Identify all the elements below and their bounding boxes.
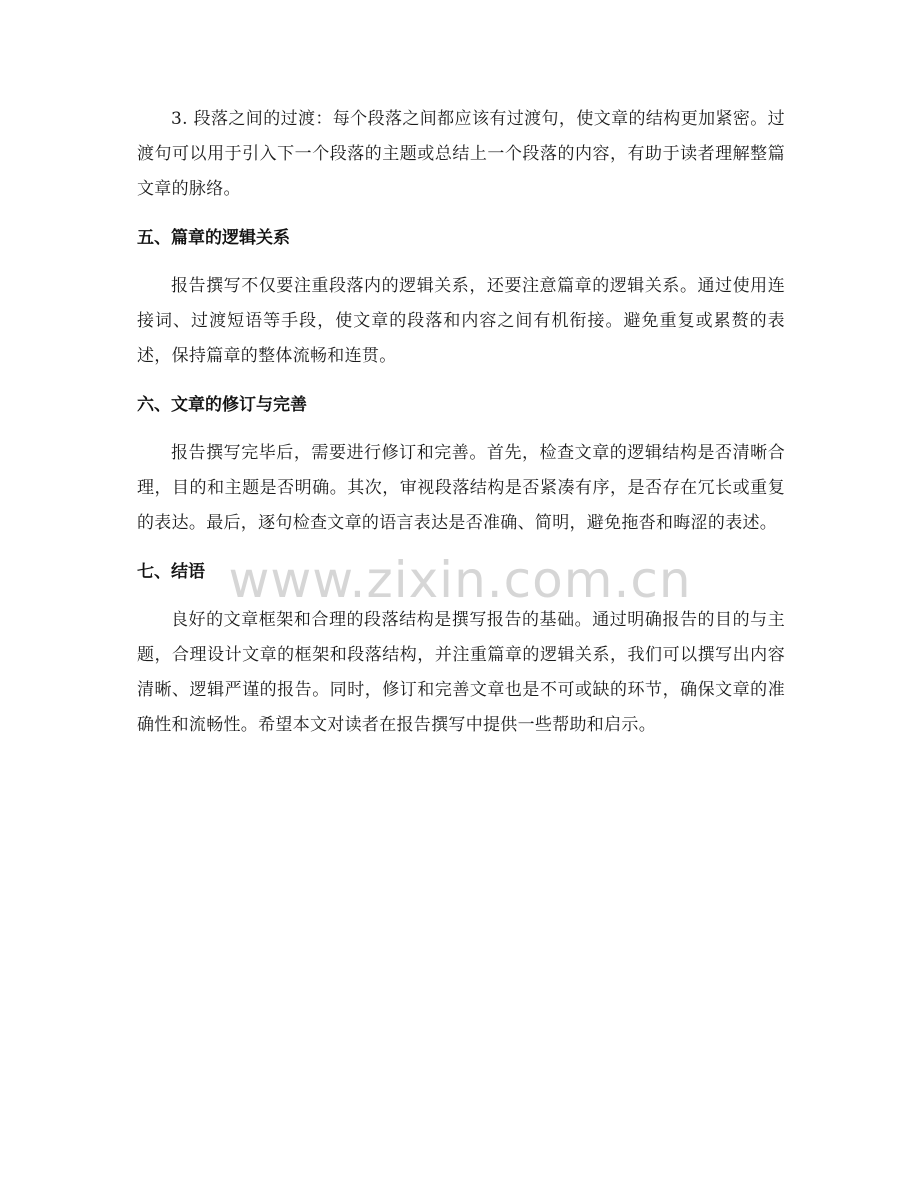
heading-section-7: 七、结语 xyxy=(137,562,205,582)
paragraph-transition: 3. 段落之间的过渡：每个段落之间都应该有过渡句，使文章的结构更加紧密。过渡句可以用于引入下一个段落的主题或总结上一个段落的内容，有助于读者理解整篇文章的脉络。 xyxy=(137,109,785,199)
paragraph-revision: 报告撰写完毕后，需要进行修订和完善。首先，检查文章的逻辑结构是否清晰合理，目的和主题是否明确。其次，审视段落结构是否紧凑有序，是否存在冗长或重复的表达。最后，逐句检查文章的语言表达是否准确、简明，避免拖沓和晦涩的表述。 xyxy=(137,443,785,533)
paragraph-logic: 报告撰写不仅要注重段落内的逻辑关系，还要注意篇章的逻辑关系。通过使用连接词、过渡短语等手段，使文章的段落和内容之间有机衔接。避免重复或累赘的表述，保持篇章的整体流畅和连贯。 xyxy=(137,276,785,366)
paragraph-conclusion: 良好的文章框架和合理的段落结构是撰写报告的基础。通过明确报告的目的与主题，合理设计文章的框架和段落结构，并注重篇章的逻辑关系，我们可以撰写出内容清晰、逻辑严谨的报告。同时，修订和完善文章也是不可或缺的环节，确保文章的准确性和流畅性。希望本文对读者在报告撰写中提供一些帮助和启示。 xyxy=(137,610,785,735)
heading-section-6: 六、文章的修订与完善 xyxy=(137,395,307,415)
document-body xyxy=(137,102,785,743)
heading-section-5: 五、篇章的逻辑关系 xyxy=(137,228,290,248)
watermark-text: www.zixin.com.cn xyxy=(228,551,692,609)
